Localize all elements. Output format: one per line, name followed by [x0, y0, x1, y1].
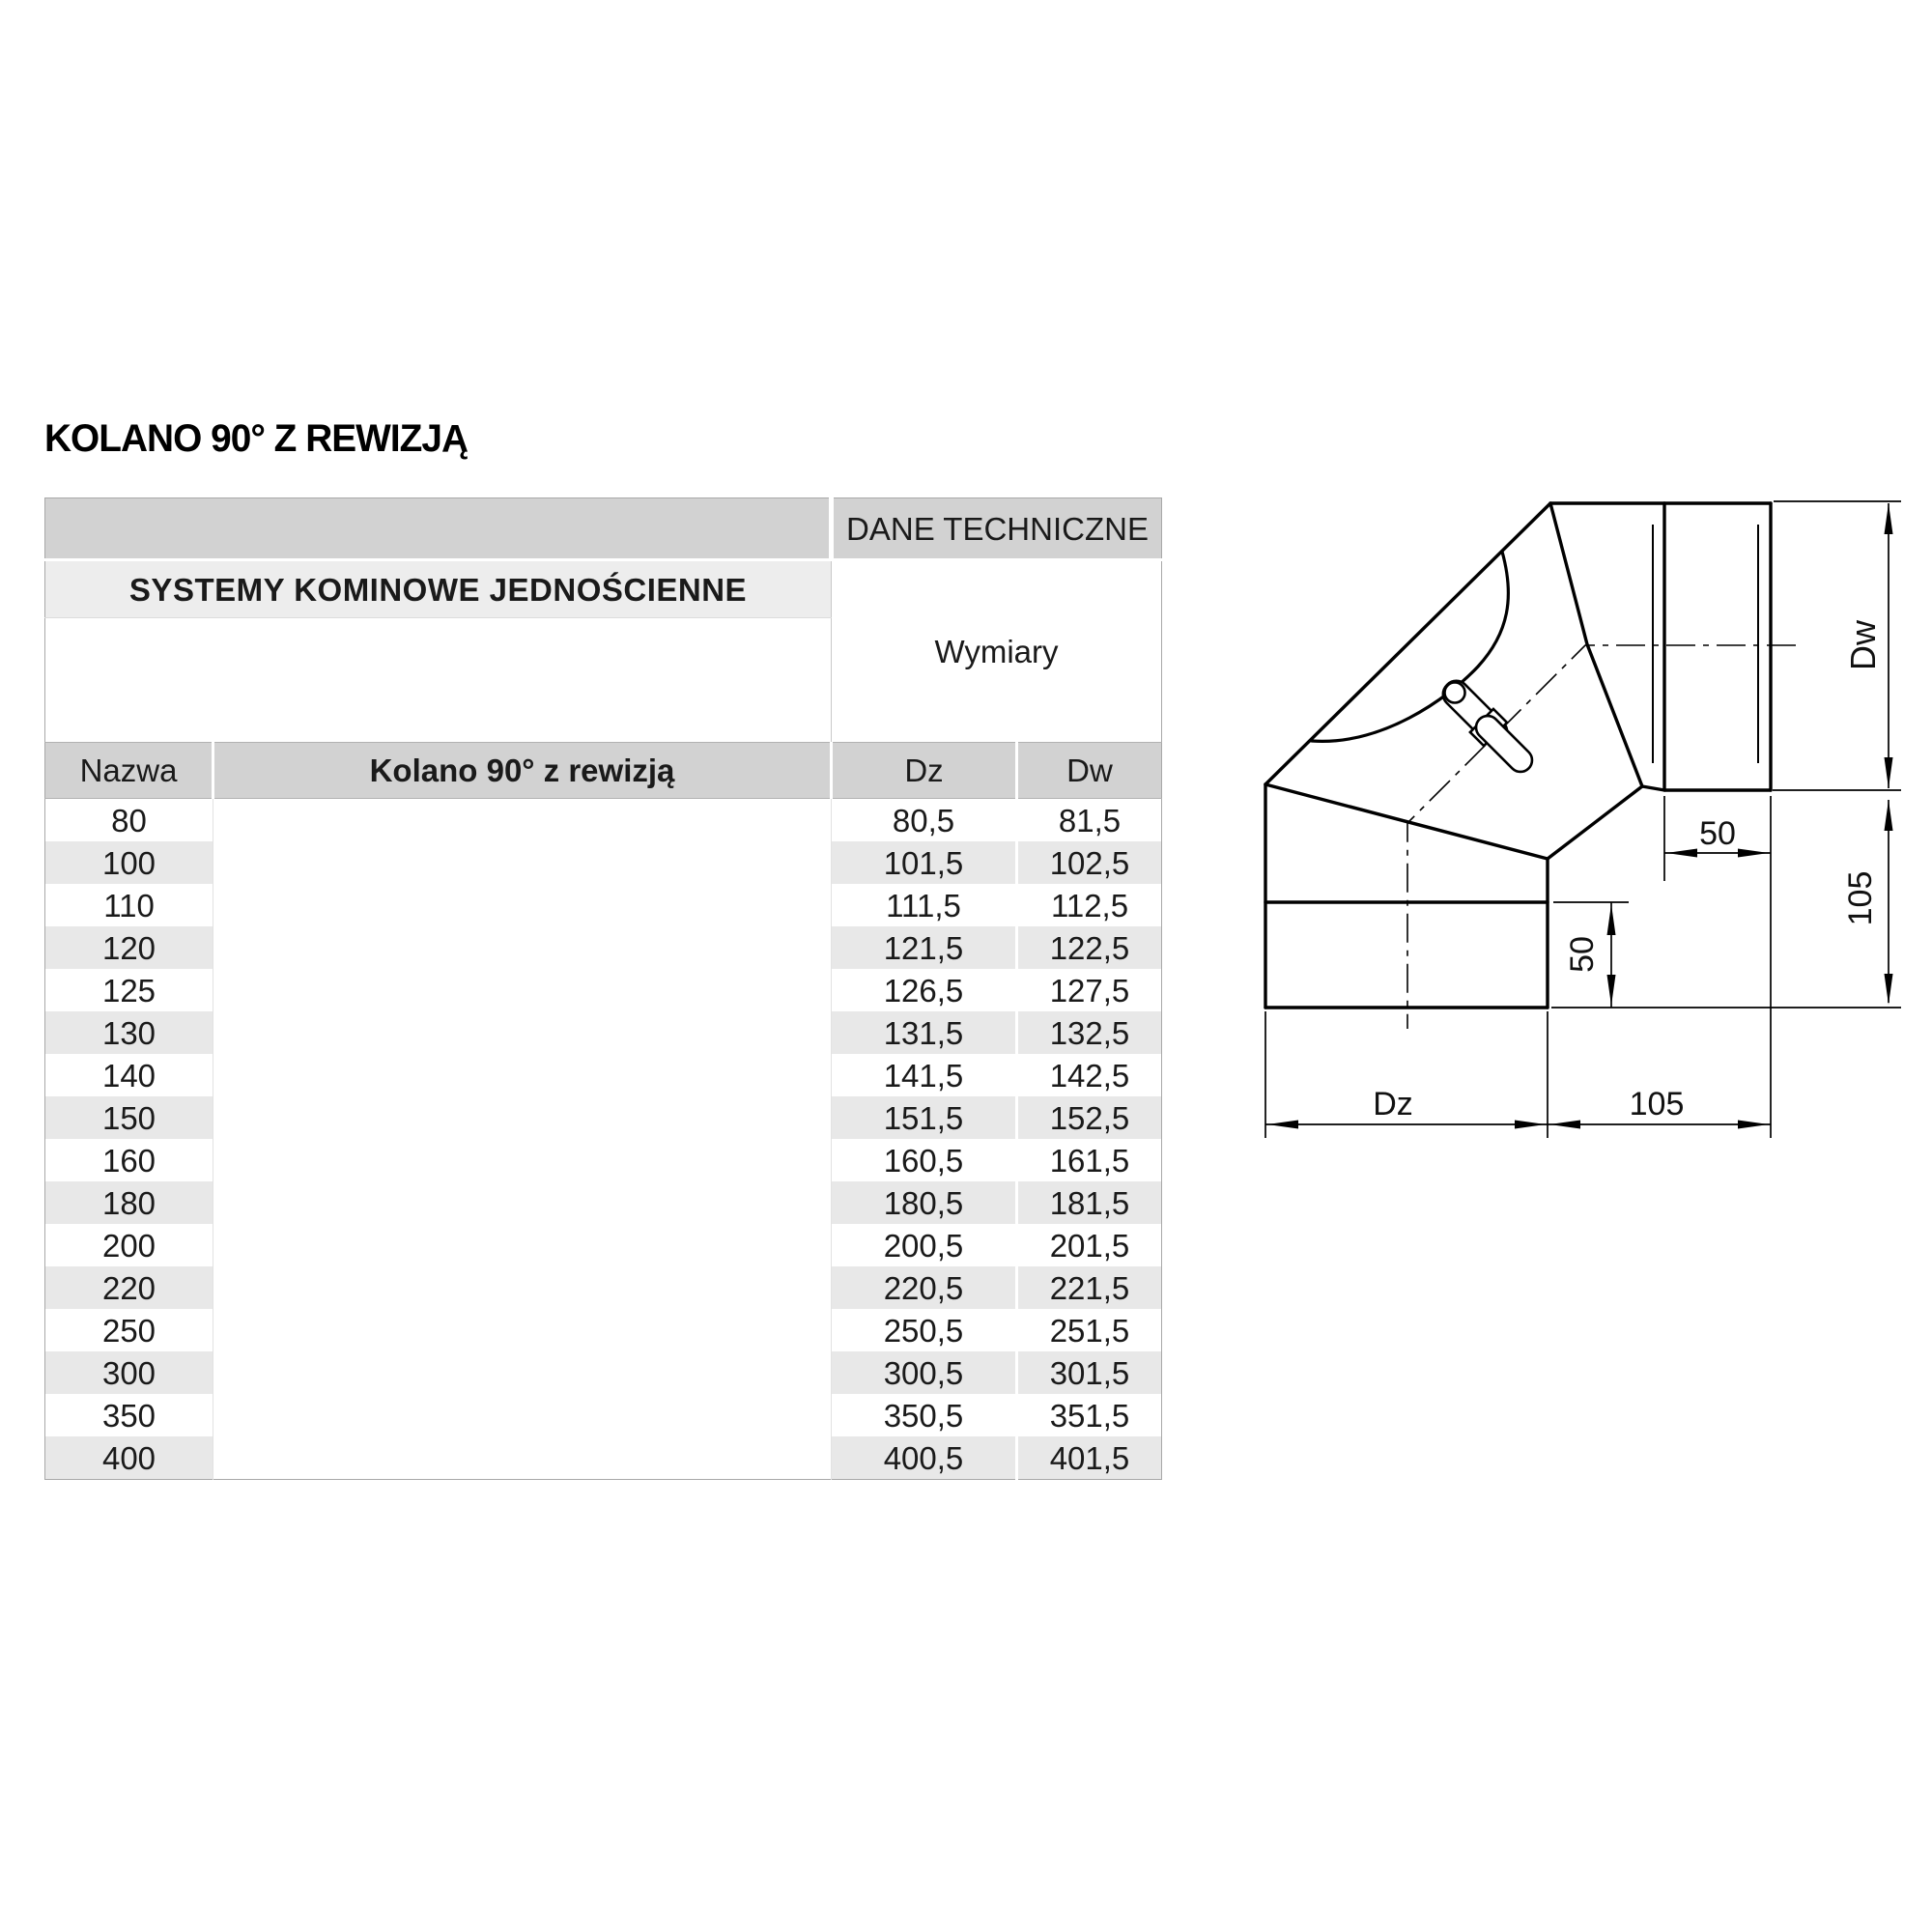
row-name-cell: 180 [45, 1181, 213, 1224]
row-name-cell: 300 [45, 1351, 213, 1394]
row-dz-cell: 200,5 [832, 1224, 1017, 1266]
table-row [45, 1011, 1162, 1054]
row-product-cell [213, 1054, 832, 1096]
group-header-row [45, 560, 1162, 618]
row-name-cell: 200 [45, 1224, 213, 1266]
row-dw-cell: 132,5 [1017, 1011, 1162, 1054]
dimension-50-socket-label: 50 [1699, 815, 1736, 852]
table-row [45, 1224, 1162, 1266]
row-product-cell [213, 1351, 832, 1394]
dimension-105-side [1842, 800, 1893, 1005]
row-name-cell: 110 [45, 884, 213, 926]
table-body [45, 799, 1162, 1480]
row-product-cell [213, 799, 832, 842]
row-dw-cell: 221,5 [1017, 1266, 1162, 1309]
row-name-cell: 140 [45, 1054, 213, 1096]
row-dw-cell: 152,5 [1017, 1096, 1162, 1139]
table-row [45, 1351, 1162, 1394]
row-dw-cell: 161,5 [1017, 1139, 1162, 1181]
spacer-cell [45, 618, 832, 743]
dimension-50-inset-label: 50 [1564, 936, 1601, 973]
row-dw-cell: 201,5 [1017, 1224, 1162, 1266]
dimension-50-inset [1564, 902, 1616, 1008]
row-product-cell [213, 1224, 832, 1266]
row-dw-cell: 251,5 [1017, 1309, 1162, 1351]
row-dw-cell: 102,5 [1017, 841, 1162, 884]
dimension-50-socket [1664, 815, 1771, 858]
row-dz-cell: 101,5 [832, 841, 1017, 884]
dimension-dz-label: Dz [1373, 1086, 1413, 1122]
row-dz-cell: 131,5 [832, 1011, 1017, 1054]
row-dw-cell: 127,5 [1017, 969, 1162, 1011]
row-product-cell [213, 1394, 832, 1436]
column-header-dw: Dw [1017, 743, 1162, 799]
row-name-cell: 150 [45, 1096, 213, 1139]
row-name-cell: 220 [45, 1266, 213, 1309]
page-title: KOLANO 90° Z REWIZJĄ [44, 417, 469, 460]
dimension-105-bottom [1548, 1086, 1771, 1129]
table-row [45, 1266, 1162, 1309]
row-dw-cell: 112,5 [1017, 884, 1162, 926]
row-dw-cell: 81,5 [1017, 799, 1162, 842]
table-row [45, 1096, 1162, 1139]
row-name-cell: 400 [45, 1436, 213, 1480]
row-product-cell [213, 1096, 832, 1139]
dimension-105-bottom-label: 105 [1629, 1086, 1685, 1122]
table-row [45, 1436, 1162, 1480]
header-blank-cell [45, 498, 832, 560]
row-dz-cell: 121,5 [832, 926, 1017, 969]
spec-table [44, 497, 1162, 1480]
table-row [45, 1181, 1162, 1224]
row-dz-cell: 141,5 [832, 1054, 1017, 1096]
row-dz-cell: 400,5 [832, 1436, 1017, 1480]
technical-drawing [1236, 473, 1932, 1265]
table-row [45, 1394, 1162, 1436]
row-product-cell [213, 1181, 832, 1224]
table-row [45, 1309, 1162, 1351]
column-header-product: Kolano 90° z rewizją [213, 743, 832, 799]
row-product-cell [213, 841, 832, 884]
table-row [45, 841, 1162, 884]
row-dz-cell: 111,5 [832, 884, 1017, 926]
header-dane-techniczne: DANE TECHNICZNE [832, 498, 1162, 560]
table-row [45, 969, 1162, 1011]
table-row [45, 926, 1162, 969]
dimensions-cell: Wymiary [832, 560, 1162, 743]
column-header-row [45, 743, 1162, 799]
table-header-row [45, 498, 1162, 560]
row-name-cell: 350 [45, 1394, 213, 1436]
row-product-cell [213, 1266, 832, 1309]
row-dz-cell: 80,5 [832, 799, 1017, 842]
dimension-dz [1265, 1086, 1548, 1129]
table-row [45, 799, 1162, 842]
revision-bolt [1437, 675, 1536, 776]
row-name-cell: 250 [45, 1309, 213, 1351]
row-product-cell [213, 1139, 832, 1181]
row-name-cell: 80 [45, 799, 213, 842]
row-dw-cell: 351,5 [1017, 1394, 1162, 1436]
group-header-cell: SYSTEMY KOMINOWE JEDNOŚCIENNE [45, 560, 832, 618]
table-row [45, 884, 1162, 926]
extension-lines [1265, 501, 1901, 1138]
row-dw-cell: 181,5 [1017, 1181, 1162, 1224]
row-dw-cell: 301,5 [1017, 1351, 1162, 1394]
column-header-nazwa: Nazwa [45, 743, 213, 799]
row-product-cell [213, 926, 832, 969]
row-dz-cell: 151,5 [832, 1096, 1017, 1139]
row-name-cell: 125 [45, 969, 213, 1011]
row-product-cell [213, 1436, 832, 1480]
row-product-cell [213, 1011, 832, 1054]
row-dw-cell: 401,5 [1017, 1436, 1162, 1480]
row-name-cell: 130 [45, 1011, 213, 1054]
row-name-cell: 120 [45, 926, 213, 969]
dimension-105-side-label: 105 [1842, 870, 1879, 926]
row-dz-cell: 300,5 [832, 1351, 1017, 1394]
table-row [45, 1054, 1162, 1096]
column-header-dz: Dz [832, 743, 1017, 799]
row-dz-cell: 160,5 [832, 1139, 1017, 1181]
row-dw-cell: 142,5 [1017, 1054, 1162, 1096]
row-product-cell [213, 1309, 832, 1351]
row-name-cell: 100 [45, 841, 213, 884]
row-name-cell: 160 [45, 1139, 213, 1181]
row-product-cell [213, 969, 832, 1011]
row-dz-cell: 180,5 [832, 1181, 1017, 1224]
dimension-dw-label: Dw [1843, 620, 1883, 670]
row-product-cell [213, 884, 832, 926]
row-dz-cell: 250,5 [832, 1309, 1017, 1351]
dimension-dw [1843, 503, 1893, 788]
row-dz-cell: 220,5 [832, 1266, 1017, 1309]
table-row [45, 1139, 1162, 1181]
row-dw-cell: 122,5 [1017, 926, 1162, 969]
row-dz-cell: 126,5 [832, 969, 1017, 1011]
row-dz-cell: 350,5 [832, 1394, 1017, 1436]
